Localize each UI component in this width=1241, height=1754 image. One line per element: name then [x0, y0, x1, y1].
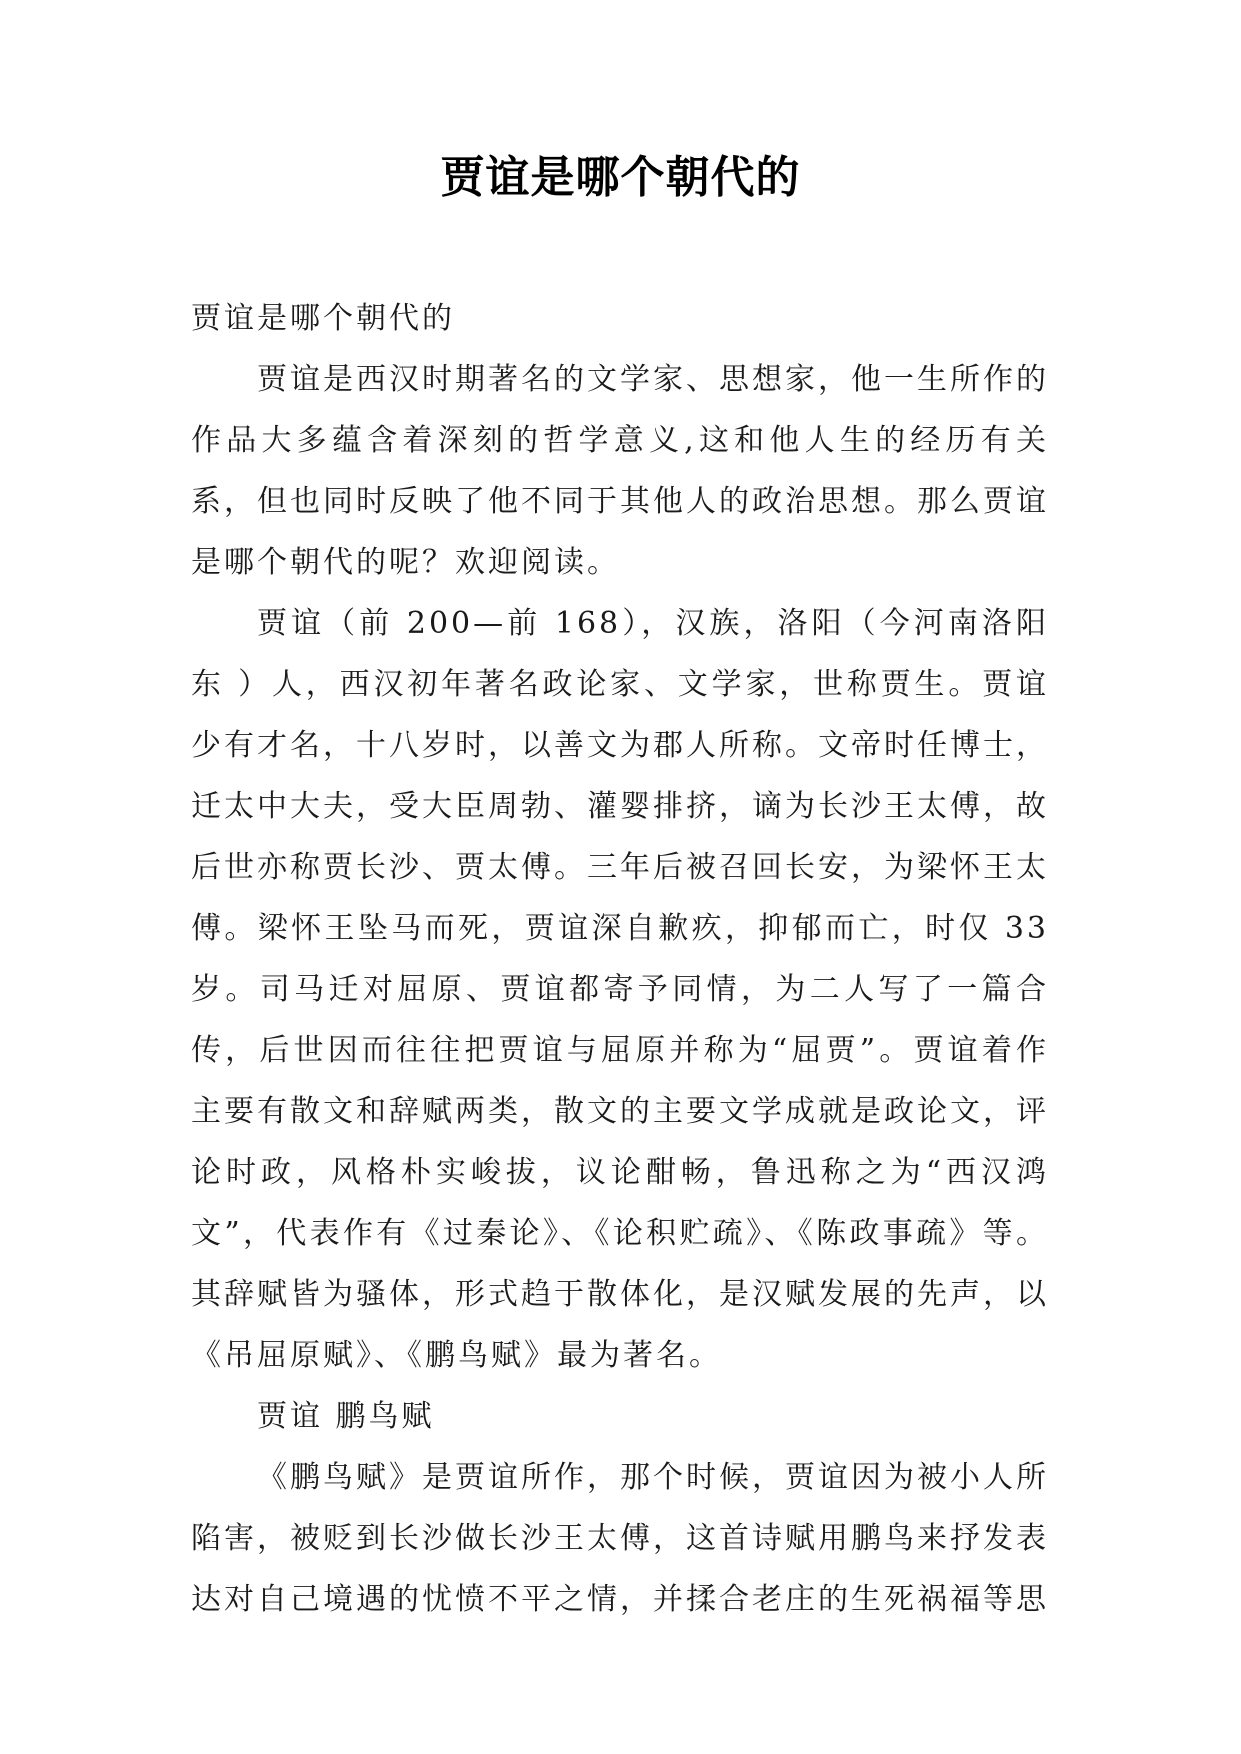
poem-paragraph: 《鹏鸟赋》是贾谊所作，那个时候，贾谊因为被小人所陷害，被贬到长沙做长沙王太傅，这首诗赋用鹏鸟来抒发表达对自己境遇的忧愤不平之情，并揉合老庄的生死祸福等思 [191, 1460, 1049, 1617]
intro-paragraph: 贾谊是西汉时期著名的文学家、思想家，他一生所作的作品大多蕴含着深刻的哲学意义,这和他人生的经历有关系，但也同时反映了他不同于其他人的政治思想。那么贾谊是哪个朝代的呢？欢迎阅读。 [191, 362, 1049, 580]
document-title: 贾谊是哪个朝代的 [440, 152, 801, 203]
biography-paragraph: 贾谊（前 200—前 168），汉族，洛阳（今河南洛阳东 ）人，西汉初年著名政论家、文学家，世称贾生。贾谊少有才名，十八岁时，以善文为郡人所称。文帝时任博士，迁太中大夫，受大臣周勃、灌婴排挤，谪为长沙王太傅，故后世亦称贾长沙、贾太傅。三年后被召回长安，为梁怀王太傅。梁怀王坠马而死，贾谊深自歉疚，抑郁而亡，时仅 33 岁。司马迁对屈原、贾谊都寄予同情，为二人写了一篇合传，后世因而往往把贾谊与屈原并称为“屈贾”。贾谊着作主要有散文和辞赋两类，散文的主要文学成就是政论文，评论时政，风格朴实峻拔，议论酣畅，鲁迅称之为“西汉鸿文”，代表作有《过秦论》、《论积贮疏》、《陈政事疏》等。其辞赋皆为骚体，形式趋于散体化，是汉赋发展的先声，以《吊屈原赋》、《鹏鸟赋》最为著名。 [191, 606, 1049, 1373]
section-heading: 贾谊 鹏鸟赋 [257, 1399, 435, 1434]
document-body [191, 288, 1049, 1630]
subtitle-paragraph: 贾谊是哪个朝代的 [191, 301, 455, 336]
